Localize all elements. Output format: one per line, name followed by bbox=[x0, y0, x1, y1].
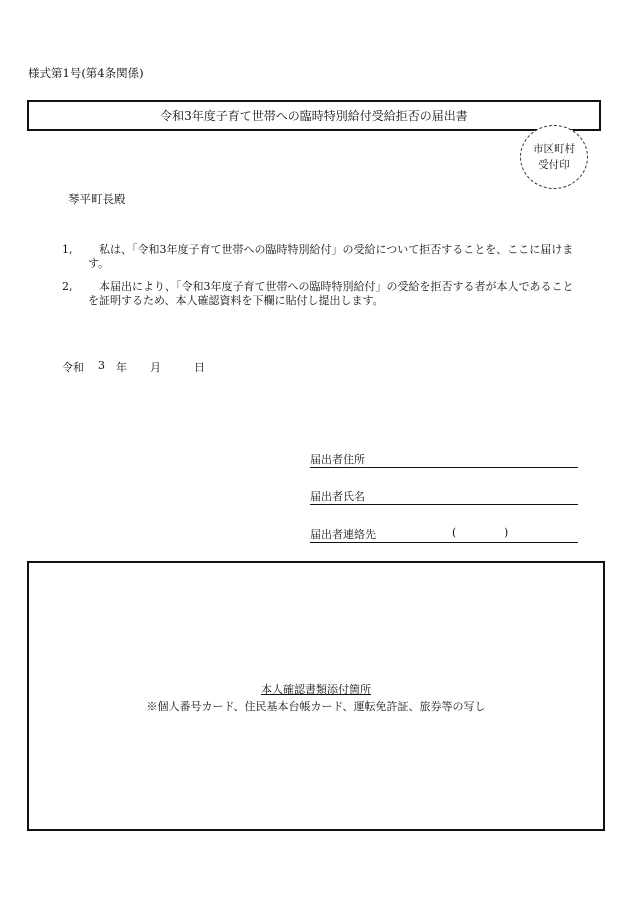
stamp-line-1: 市区町村 bbox=[533, 143, 575, 155]
applicant-name-label: 届出者氏名 bbox=[310, 490, 365, 503]
document-title-box bbox=[27, 100, 601, 131]
attachment-title-text: 本人確認書類添付箇所 bbox=[261, 683, 371, 696]
statement-item-1 bbox=[62, 243, 582, 271]
date-era: 令和 bbox=[62, 361, 84, 374]
date-line bbox=[62, 359, 205, 375]
date-year-unit: 年 bbox=[116, 361, 127, 374]
applicant-contact-field[interactable] bbox=[310, 526, 578, 543]
applicant-name-field[interactable] bbox=[310, 488, 578, 505]
date-month-unit: 月 bbox=[150, 361, 161, 374]
item-text: 私は、「令和3年度子育て世帯への臨時特別給付」の受給について拒否することを、ここに届けます。 bbox=[88, 243, 574, 270]
attachment-note: ※個人番号カード、住民基本台帳カード、運転免許証、旅券等の写し bbox=[146, 700, 486, 713]
applicant-address-field[interactable] bbox=[310, 451, 578, 468]
form-number: 様式第1号(第4条関係) bbox=[28, 66, 144, 80]
item-number: 2, bbox=[62, 280, 73, 293]
applicant-address-label: 届出者住所 bbox=[310, 453, 365, 466]
statement-item-2 bbox=[62, 280, 582, 308]
reception-stamp-area bbox=[520, 125, 588, 189]
stamp-line-2: 受付印 bbox=[538, 159, 570, 171]
attachment-title bbox=[27, 681, 605, 697]
contact-paren-open: ( bbox=[452, 526, 457, 539]
item-text: 本届出により、「令和3年度子育て世帯への臨時特別給付」の受給を拒否する者が本人であることを証明するため、本人確認資料を下欄に貼付し提出します。 bbox=[88, 280, 574, 307]
date-day-unit: 日 bbox=[194, 361, 205, 374]
date-year: 3 bbox=[98, 359, 105, 372]
contact-paren-close: ) bbox=[504, 526, 509, 539]
item-number: 1, bbox=[62, 243, 73, 256]
addressee: 琴平町長殿 bbox=[68, 192, 126, 206]
applicant-contact-label: 届出者連絡先 bbox=[310, 528, 376, 541]
document-title: 令和3年度子育て世帯への臨時特別給付受給拒否の届出書 bbox=[160, 109, 468, 123]
